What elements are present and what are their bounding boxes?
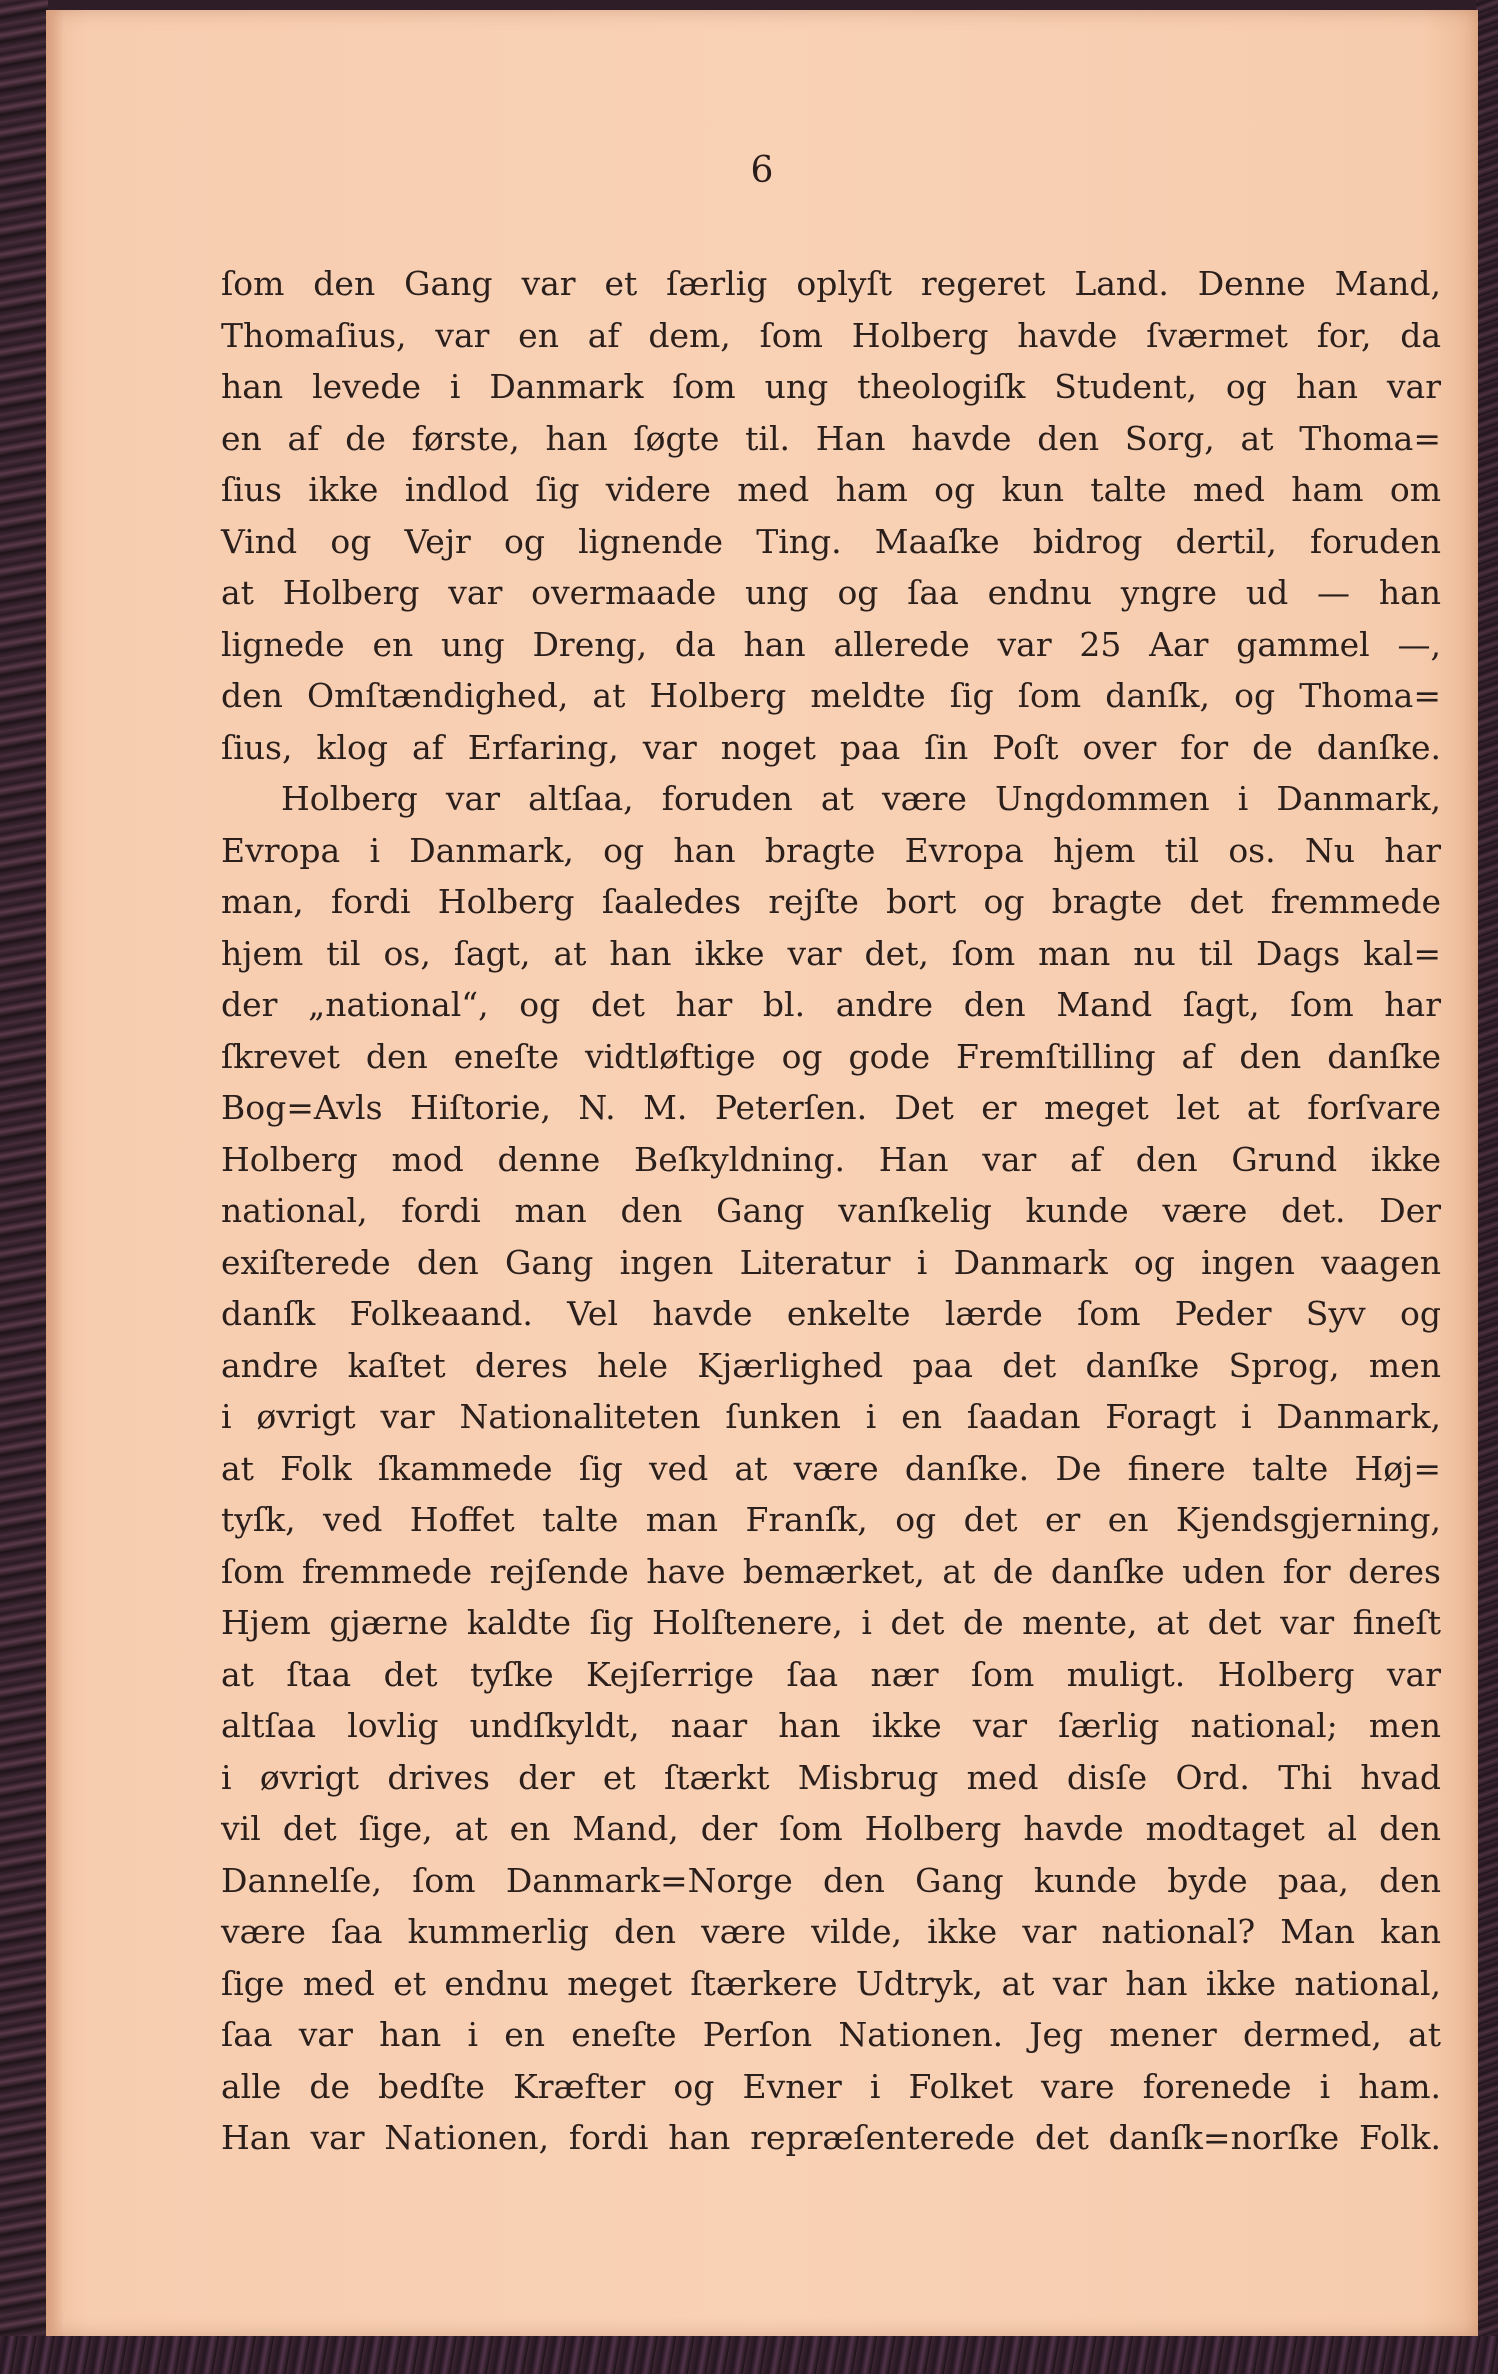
text-line: Thomaſius, var en af dem, ſom Holberg havde ſværmet for, da: [221, 315, 1441, 355]
book-cover-bottom-edge: [0, 2336, 1498, 2374]
text-line: Bog=Avls Hiſtorie, N. M. Peterſen. Det er meget let at forſvare: [221, 1088, 1441, 1127]
text-line: ſaa var han i en eneſte Perſon Nationen. Jeg mener dermed, at: [221, 2015, 1441, 2054]
text-line: hjem til os, ſagt, at han ikke var det, ſom man nu til Dags kal=: [221, 933, 1441, 973]
text-line: Dannelſe, ſom Danmark=Norge den Gang kunde byde paa, den: [221, 1860, 1441, 1900]
text-line: lignede en ung Dreng, da han allerede var 25 Aar gammel —,: [221, 624, 1441, 664]
text-line: man, fordi Holberg ſaaledes rejſte bort og bragte det fremmede: [221, 882, 1441, 921]
text-line: Evropa i Danmark, og han bragte Evropa hjem til os. Nu har: [221, 830, 1441, 870]
text-line: en af de første, han ſøgte til. Han havde den Sorg, at Thoma=: [221, 418, 1441, 458]
page-number: 6: [750, 150, 774, 191]
text-line: ſom fremmede rejſende have bemærket, at de danſke uden for deres: [221, 1551, 1441, 1591]
text-line: at ſtaa det tyſke Kejſerrige ſaa nær ſom muligt. Holberg var: [221, 1654, 1441, 1694]
text-line: Holberg mod denne Beſkyldning. Han var af den Grund ikke: [221, 1139, 1441, 1179]
text-line: altſaa lovlig undſkyldt, naar han ikke var ſærlig national; men: [221, 1706, 1441, 1745]
text-line: andre kaſtet deres hele Kjærlighed paa det danſke Sprog, men: [221, 1345, 1441, 1385]
text-line: at Folk ſkammede ſig ved at være danſke. De finere talte Høj=: [221, 1448, 1441, 1488]
text-line: at Holberg var overmaade ung og ſaa endnu yngre ud — han: [221, 573, 1441, 612]
book-cover-left-edge: [0, 0, 48, 2374]
text-line: alle de bedſte Kræfter og Evner i Folket vare forenede i ham.: [221, 2066, 1441, 2106]
text-line: han levede i Danmark ſom ung theologiſk Student, og han var: [221, 367, 1441, 406]
text-line: ſius, klog af Erfaring, var noget paa ſin Poſt over for de danſke.: [221, 727, 1441, 767]
text-line: den Omſtændighed, at Holberg meldte ſig ſom danſk, og Thoma=: [221, 676, 1441, 715]
book-cover-right-edge: [1476, 0, 1498, 2374]
text-line: exiſterede den Gang ingen Literatur i Danmark og ingen vaagen: [221, 1242, 1441, 1282]
page-gutter-shadow: [46, 10, 64, 2336]
text-line: tyſk, ved Hoffet talte man Franſk, og det er en Kjendsgjerning,: [221, 1500, 1441, 1539]
text-line: Han var Nationen, fordi han repræſenterede det danſk=norſke Folk.: [221, 2118, 1441, 2157]
text-line: ſkrevet den eneſte vidtløftige og gode Fremſtilling af den danſke: [221, 1036, 1441, 1076]
paper-page: [46, 10, 1478, 2336]
text-line: i øvrigt drives der et ſtærkt Misbrug med disſe Ord. Thi hvad: [221, 1757, 1441, 1797]
text-line: national, fordi man den Gang vanſkelig kunde være det. Der: [221, 1191, 1441, 1230]
text-line: i øvrigt var Nationaliteten ſunken i en ſaadan Foragt i Danmark,: [221, 1397, 1441, 1436]
text-line: der „national“, og det har bl. andre den Mand ſagt, ſom har: [221, 985, 1441, 1024]
text-line: Holberg var altſaa, foruden at være Ungdommen i Danmark,: [281, 779, 1441, 818]
text-line: Vind og Vejr og lignende Ting. Maaſke bidrog dertil, foruden: [221, 521, 1441, 561]
text-line: Hjem gjærne kaldte ſig Holſtenere, i det de mente, at det var fineſt: [221, 1603, 1441, 1642]
text-line: ſius ikke indlod ſig videre med ham og kun talte med ham om: [221, 470, 1441, 509]
text-line: ſom den Gang var et ſærlig oplyſt regeret Land. Denne Mand,: [221, 264, 1441, 303]
body-text: [221, 258, 1441, 2164]
text-line: danſk Folkeaand. Vel havde enkelte lærde ſom Peder Syv og: [221, 1294, 1441, 1333]
text-line: være ſaa kummerlig den være vilde, ikke var national? Man kan: [221, 1912, 1441, 1951]
text-line: vil det ſige, at en Mand, der ſom Holberg havde modtaget al den: [221, 1809, 1441, 1848]
text-line: ſige med et endnu meget ſtærkere Udtryk, at var han ikke national,: [221, 1963, 1441, 2003]
